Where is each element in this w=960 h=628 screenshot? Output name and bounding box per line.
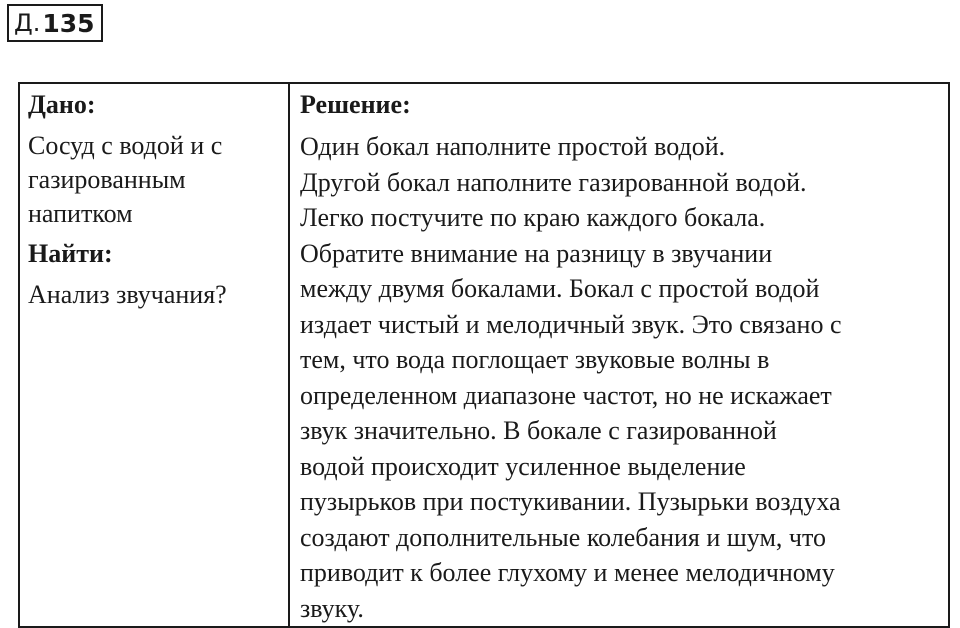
task-number-label — [7, 4, 103, 42]
task-table — [18, 82, 950, 628]
task-number-value: 135 — [42, 8, 95, 38]
solution-text: Один бокал наполните простой водой. Другой бокал наполните газированной водой. Легко постучите по краю каждого бокала. Обратите внимание на разницу в звучании между двумя бокалами. Бокал с простой водой издает чистый и мелодичный звук. Это связано с тем, что вода поглощает звуковые волны в определенном диапазоне частот, но не искажает звук значительно. В бокале с газированной водой происходит усиленное выделение пузырьков при постукивании. Пузырьки воздуха создают дополнительные колебания и шум, что приводит к более глухому и менее мелодичному звуку. — [300, 132, 842, 623]
given-text: Сосуд с водой и с газированным напитком — [28, 131, 223, 228]
find-text: Анализ звучания? — [28, 280, 227, 309]
solution-heading: Решение: — [300, 90, 411, 119]
task-number-prefix: Д. — [14, 9, 41, 37]
find-heading: Найти: — [28, 239, 113, 268]
given-column — [19, 83, 289, 627]
given-heading: Дано: — [28, 90, 96, 119]
solution-column — [289, 83, 949, 627]
